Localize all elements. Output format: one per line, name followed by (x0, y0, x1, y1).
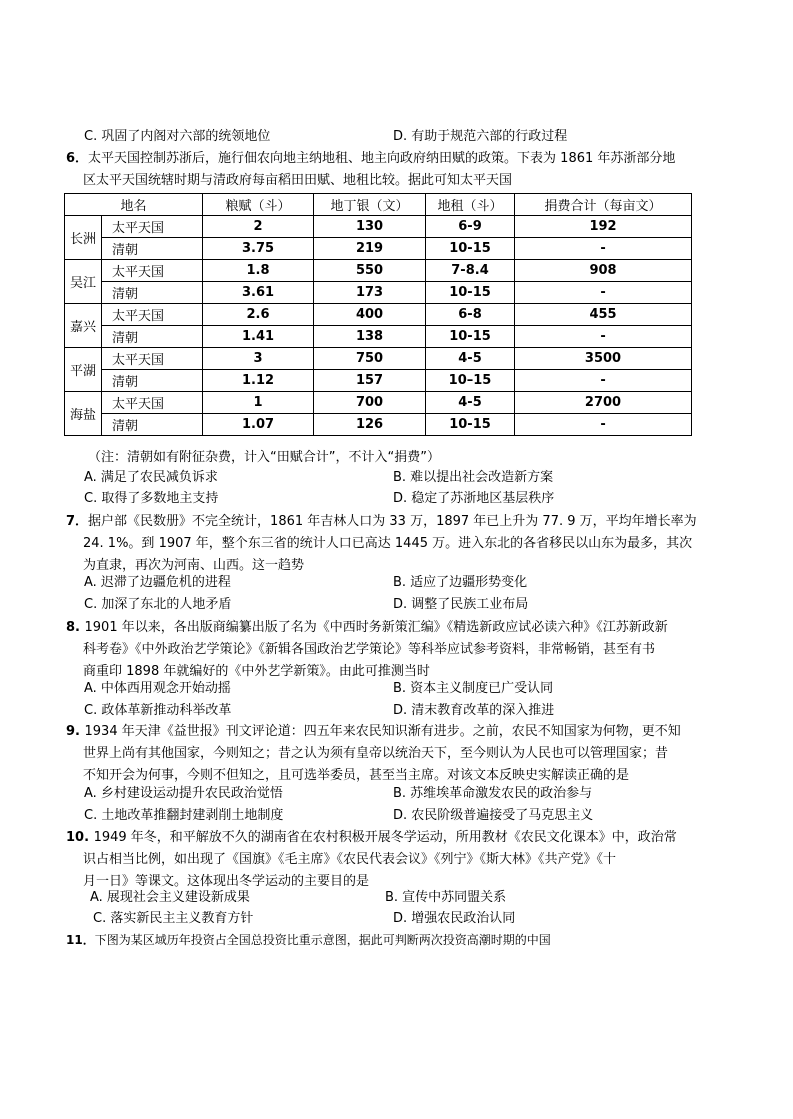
question-number: 11． (66, 933, 95, 947)
q9-option-a: A. 乡村建设运动提升农民政治觉悟 (84, 786, 283, 801)
table-note: （注：清朝如有附征杂费，计入“田赋合计”，不计入“捐费”） (88, 450, 440, 465)
dynasty-cell: 清朝 (102, 326, 203, 348)
rent-cell: 7-8.4 (426, 260, 515, 282)
question-stem: 1901 年以来，各出版商编纂出版了名为《中西时务新策汇编》《精选新政应试必读六种》《江苏新政新 (84, 620, 668, 635)
question-8 (66, 617, 726, 683)
silver-cell: 219 (314, 238, 426, 260)
q10-option-a: A. 展现社会主义建设新成果 (90, 890, 250, 905)
fee-cell: - (515, 238, 692, 260)
q6-option-d: D. 稳定了苏浙地区基层秩序 (393, 491, 555, 506)
silver-cell: 700 (314, 392, 426, 414)
question-stem-cont: 不知开会为何事，今则不但知之，且可选举委员，甚至当主席。对该文本反映史实解读正确的是 (83, 768, 630, 783)
fee-cell: 908 (515, 260, 692, 282)
question-number: 8. (66, 620, 85, 635)
dynasty-cell: 太平天国 (102, 392, 203, 414)
tax-comparison-table (64, 193, 692, 436)
table-row (65, 282, 692, 304)
question-stem-cont: 识占相当比例，如出现了《国旗》《毛主席》《农民代表会议》《列宁》《斯大林》《共产党》《十 (83, 852, 617, 867)
table-row (65, 304, 692, 326)
question-number: 9. (66, 724, 85, 739)
silver-cell: 750 (314, 348, 426, 370)
header-region: 地名 (65, 194, 203, 216)
silver-cell: 400 (314, 304, 426, 326)
question-stem-cont: 24. 1%。到 1907 年，整个东三省的统计人口已高达 1445 万。进入东北的各省移民以山东为最多，其次 (83, 536, 693, 551)
q5-option-c: C. 巩固了内阁对六部的统领地位 (84, 129, 271, 144)
q6-option-a: A. 满足了农民减负诉求 (84, 470, 218, 485)
table-row (65, 348, 692, 370)
q8-option-d: D. 清末教育改革的深入推进 (393, 703, 555, 718)
q8-option-c: C. 政体革新推动科举改革 (84, 703, 232, 718)
q10-option-b: B. 宣传中苏同盟关系 (385, 890, 507, 905)
grain-cell: 1.41 (203, 326, 314, 348)
dynasty-cell: 太平天国 (102, 348, 203, 370)
q8-option-b: B. 资本主义制度已广受认同 (393, 681, 554, 696)
question-stem: 据户部《民数册》不完全统计，1861 年吉林人口为 33 万，1897 年已上升为 77. 9 万，平均年增长率为 (88, 514, 697, 529)
table-row (65, 370, 692, 392)
grain-cell: 1.8 (203, 260, 314, 282)
region-name: 平湖 (65, 348, 102, 392)
q9-option-c: C. 土地改革推翻封建剥削土地制度 (84, 808, 284, 823)
grain-cell: 3 (203, 348, 314, 370)
grain-cell: 1.07 (203, 414, 314, 436)
region-name: 吴江 (65, 260, 102, 304)
dynasty-cell: 太平天国 (102, 216, 203, 238)
rent-cell: 10-15 (426, 326, 515, 348)
question-stem-cont: 为直隶，再次为河南、山西。这一趋势 (83, 558, 305, 573)
question-9 (66, 721, 726, 787)
question-10 (66, 827, 726, 893)
fee-cell: - (515, 414, 692, 436)
q6-option-b: B. 难以提出社会改造新方案 (393, 470, 554, 485)
q8-option-a: A. 中体西用观念开始动摇 (84, 681, 231, 696)
table-header-row (65, 194, 692, 216)
fee-cell: - (515, 326, 692, 348)
question-stem-cont: 区太平天国统辖时期与清政府每亩稻田田赋、地租比较。据此可知太平天国 (83, 173, 513, 188)
header-grain: 粮赋（斗） (203, 194, 314, 216)
rent-cell: 6-9 (426, 216, 515, 238)
fee-cell: 192 (515, 216, 692, 238)
rent-cell: 4-5 (426, 348, 515, 370)
question-7 (66, 511, 726, 577)
fee-cell: 455 (515, 304, 692, 326)
question-stem: 下图为某区域历年投资占全国总投资比重示意图，据此可判断两次投资高潮时期的中国 (94, 933, 551, 947)
grain-cell: 3.75 (203, 238, 314, 260)
table-row (65, 414, 692, 436)
q9-option-d: D. 农民阶级普遍接受了马克思主义 (393, 808, 594, 823)
fee-cell: 2700 (515, 392, 692, 414)
fee-cell: - (515, 370, 692, 392)
q7-option-b: B. 适应了边疆形势变化 (393, 575, 528, 590)
q6-option-c: C. 取得了多数地主支持 (84, 491, 219, 506)
rent-cell: 10-15 (426, 238, 515, 260)
q7-option-a: A. 迟滞了边疆危机的进程 (84, 575, 231, 590)
q7-option-c: C. 加深了东北的人地矛盾 (84, 597, 232, 612)
rent-cell: 10–15 (426, 370, 515, 392)
table-row (65, 260, 692, 282)
grain-cell: 2 (203, 216, 314, 238)
q10-option-c: C. 落实新民主主义教育方针 (93, 911, 254, 926)
q5-option-d: D. 有助于规范六部的行政过程 (393, 129, 568, 144)
region-name: 长洲 (65, 216, 102, 260)
header-rent: 地租（斗） (426, 194, 515, 216)
question-stem-cont: 商重印 1898 年就编好的《中外艺学新策》。由此可推测当时 (83, 664, 430, 679)
region-name: 海盐 (65, 392, 102, 436)
header-silver: 地丁银（文） (314, 194, 426, 216)
grain-cell: 2.6 (203, 304, 314, 326)
question-11 (66, 929, 726, 951)
silver-cell: 173 (314, 282, 426, 304)
table-row (65, 216, 692, 238)
question-number: 6． (66, 151, 89, 166)
question-6 (66, 148, 726, 192)
dynasty-cell: 清朝 (102, 370, 203, 392)
header-fee: 捐费合计（每亩文） (515, 194, 692, 216)
dynasty-cell: 清朝 (102, 414, 203, 436)
dynasty-cell: 太平天国 (102, 304, 203, 326)
q10-option-d: D. 增强农民政治认同 (393, 911, 516, 926)
q9-option-b: B. 苏维埃革命激发农民的政治参与 (393, 786, 593, 801)
grain-cell: 3.61 (203, 282, 314, 304)
question-number: 7． (66, 514, 89, 529)
question-stem-cont: 月一日》等课文。这体现出冬学运动的主要目的是 (83, 874, 370, 889)
rent-cell: 4-5 (426, 392, 515, 414)
question-stem-cont: 科考卷》《中外政治艺学策论》《新辑各国政治艺学策论》等科举应试参考资料，非常畅销，甚至有书 (83, 642, 656, 657)
dynasty-cell: 太平天国 (102, 260, 203, 282)
question-stem: 1934 年天津《益世报》刊文评论道：四五年来农民知识渐有进步。之前，农民不知国家为何物，更不知 (84, 724, 681, 739)
silver-cell: 138 (314, 326, 426, 348)
question-stem: 1949 年冬，和平解放不久的湖南省在农村积极开展冬学运动，所用教材《农民文化课本》中，政治常 (93, 830, 677, 845)
fee-cell: - (515, 282, 692, 304)
grain-cell: 1 (203, 392, 314, 414)
rent-cell: 10-15 (426, 282, 515, 304)
question-stem-cont: 世界上尚有其他国家，今则知之；昔之认为须有皇帝以统治天下，至今则认为人民也可以管理国家；昔 (83, 746, 669, 761)
grain-cell: 1.12 (203, 370, 314, 392)
silver-cell: 126 (314, 414, 426, 436)
silver-cell: 157 (314, 370, 426, 392)
fee-cell: 3500 (515, 348, 692, 370)
silver-cell: 550 (314, 260, 426, 282)
table-row (65, 392, 692, 414)
q7-option-d: D. 调整了民族工业布局 (393, 597, 529, 612)
rent-cell: 10-15 (426, 414, 515, 436)
question-stem: 太平天国控制苏浙后，施行佃农向地主纳地租、地主向政府纳田赋的政策。下表为 1861 年苏浙部分地 (88, 151, 676, 166)
table-row (65, 238, 692, 260)
dynasty-cell: 清朝 (102, 282, 203, 304)
dynasty-cell: 清朝 (102, 238, 203, 260)
rent-cell: 6-8 (426, 304, 515, 326)
table-row (65, 326, 692, 348)
silver-cell: 130 (314, 216, 426, 238)
question-number: 10. (66, 830, 94, 845)
region-name: 嘉兴 (65, 304, 102, 348)
